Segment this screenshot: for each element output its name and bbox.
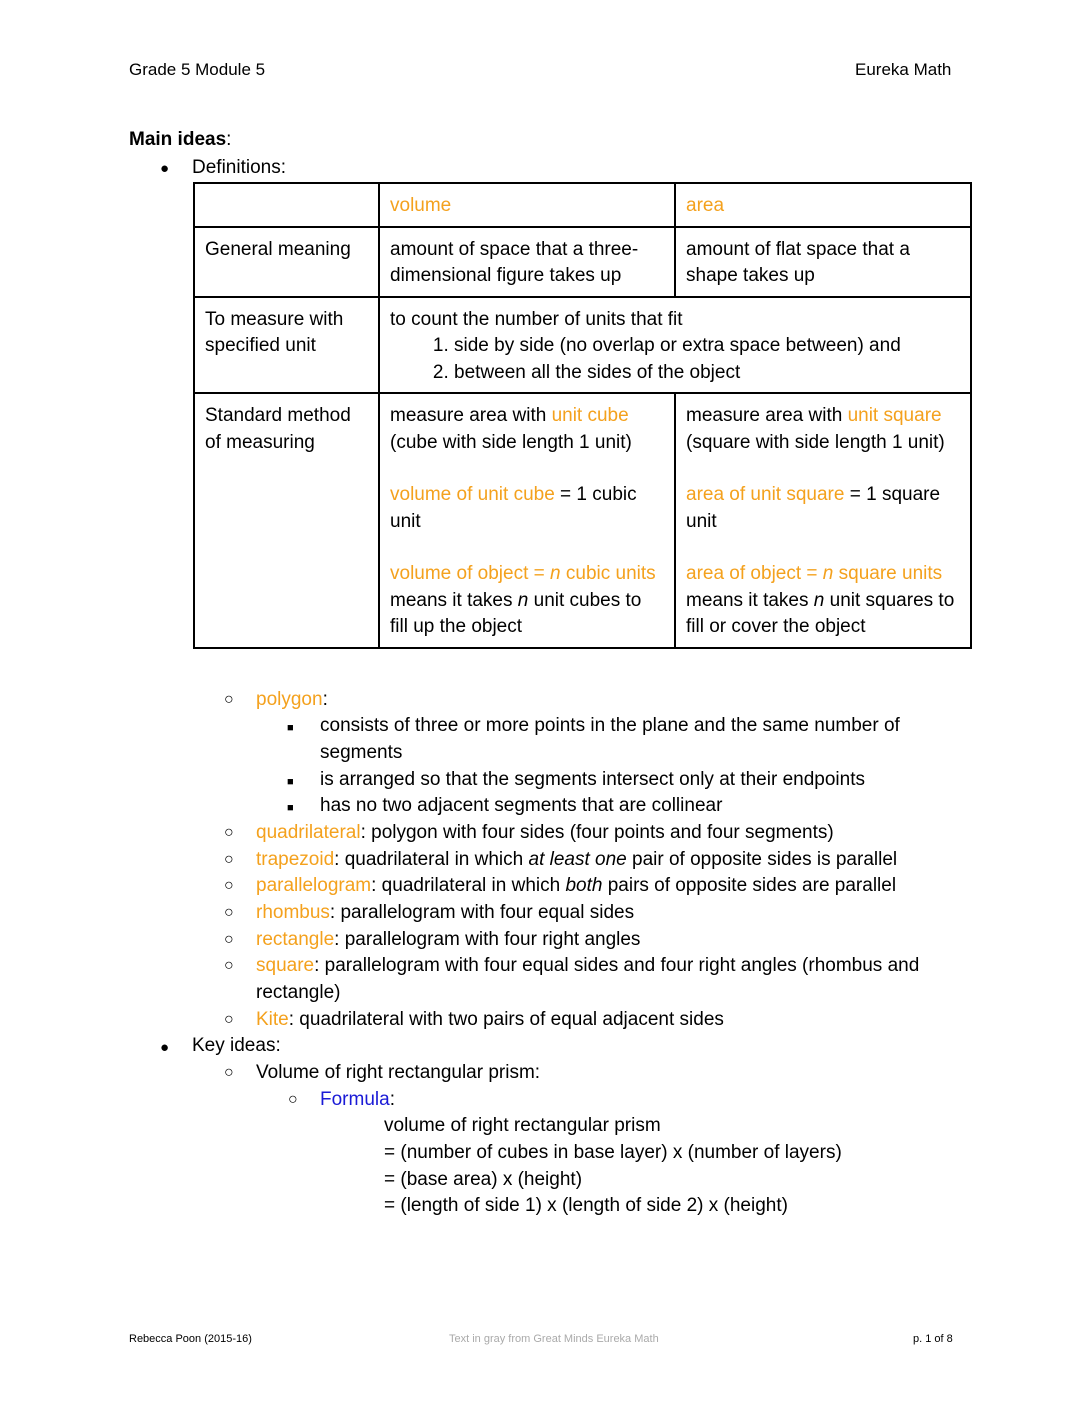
- square-bullet-icon: ■: [287, 722, 294, 734]
- circle-bullet-icon: ○: [224, 824, 234, 841]
- area-unit-square-paragraph: measure area with unit square (square with side length 1 unit): [686, 405, 945, 453]
- polygon-term: polygon:: [256, 689, 328, 710]
- circle-bullet-icon: ○: [224, 1011, 234, 1028]
- volume-unit-cube-paragraph: measure area with unit cube (cube with side length 1 unit): [390, 405, 632, 453]
- parallelogram-definition: parallelogram: quadrilateral in which both pairs of opposite sides are parallel: [256, 875, 897, 896]
- measure-unit-text: to count the number of units that fit: [390, 308, 683, 330]
- volume-of-object-paragraph: volume of object = n cubic units means it takes n unit cubes to fill up the object: [390, 563, 656, 637]
- measure-unit-description: [379, 297, 971, 394]
- polygon-point-2: is arranged so that the segments intersect only at their endpoints: [320, 769, 865, 790]
- kite-definition: Kite: quadrilateral with two pairs of equal adjacent sides: [256, 1009, 724, 1030]
- table-row: [194, 393, 971, 648]
- table-header-empty: [194, 183, 379, 227]
- area-general-meaning: amount of flat space that a shape takes up: [675, 227, 971, 297]
- polygon-point-1-line-1: consists of three or more points in the plane and the same number of: [320, 715, 900, 736]
- row-label-general-meaning: General meaning: [194, 227, 379, 297]
- volume-general-meaning: amount of space that a three-dimensional figure takes up: [379, 227, 675, 297]
- formula-line-4: = (length of side 1) x (length of side 2) x (height): [384, 1195, 788, 1216]
- area-standard-method: [675, 393, 971, 648]
- square-bullet-icon: ■: [287, 802, 294, 814]
- list-item: 1. side by side (no overlap or extra space between) and: [454, 333, 960, 360]
- footer-author: Rebecca Poon (2015-16): [129, 1333, 252, 1345]
- area-of-object-paragraph: area of object = n square units means it takes n unit squares to fill or cover the object: [686, 563, 955, 637]
- polygon-point-1-line-2: segments: [320, 742, 403, 763]
- circle-bullet-icon: ○: [224, 904, 234, 921]
- header-module-title: Grade 5 Module 5: [129, 60, 266, 79]
- volume-standard-method: [379, 393, 675, 648]
- circle-bullet-icon: ○: [224, 691, 234, 708]
- rectangle-definition: rectangle: parallelogram with four right angles: [256, 929, 641, 950]
- definitions-label: Definitions:: [192, 157, 286, 178]
- table-row: [194, 183, 971, 227]
- row-label-standard-method: Standard method of measuring: [194, 393, 379, 648]
- quadrilateral-definition: quadrilateral: polygon with four sides (four points and four segments): [256, 822, 834, 843]
- formula-line-2: = (number of cubes in base layer) x (number of layers): [384, 1142, 842, 1163]
- square-bullet-icon: ■: [287, 776, 294, 788]
- header-curriculum-name: Eureka Math: [855, 60, 952, 79]
- measure-steps-list: [390, 333, 960, 386]
- square-definition-line-2: rectangle): [256, 982, 341, 1003]
- circle-bullet-icon: ○: [288, 1091, 298, 1108]
- footer-page-number: p. 1 of 8: [913, 1333, 953, 1345]
- bullet-icon: ●: [160, 160, 170, 177]
- table-row: [194, 297, 971, 394]
- definitions-table: [193, 182, 972, 649]
- circle-bullet-icon: ○: [224, 851, 234, 868]
- row-label-measure-unit: To measure with specified unit: [194, 297, 379, 394]
- table-row: [194, 227, 971, 297]
- square-definition-line-1: square: parallelogram with four equal sides and four right angles (rhombus and: [256, 955, 920, 976]
- polygon-point-3: has no two adjacent segments that are collinear: [320, 795, 723, 816]
- volume-unit-cube-equation: volume of unit cube = 1 cubic unit: [390, 484, 637, 532]
- bullet-icon: ●: [160, 1039, 170, 1056]
- key-ideas-label: Key ideas:: [192, 1035, 281, 1056]
- footer-source-note: Text in gray from Great Minds Eureka Math: [449, 1333, 659, 1345]
- circle-bullet-icon: ○: [224, 931, 234, 948]
- list-item: 2. between all the sides of the object: [454, 360, 960, 387]
- circle-bullet-icon: ○: [224, 957, 234, 974]
- area-unit-square-equation: area of unit square = 1 square unit: [686, 484, 941, 532]
- trapezoid-definition: trapezoid: quadrilateral in which at least one pair of opposite sides is parallel: [256, 849, 898, 870]
- formula-line-1: volume of right rectangular prism: [384, 1115, 661, 1136]
- circle-bullet-icon: ○: [224, 877, 234, 894]
- volume-prism-heading: Volume of right rectangular prism:: [256, 1062, 541, 1083]
- formula-label: Formula:: [320, 1089, 395, 1110]
- table-header-volume: volume: [379, 183, 675, 227]
- circle-bullet-icon: ○: [224, 1064, 234, 1081]
- formula-line-3: = (base area) x (height): [384, 1169, 583, 1190]
- main-ideas-heading: Main ideas:: [129, 129, 232, 150]
- rhombus-definition: rhombus: parallelogram with four equal sides: [256, 902, 635, 923]
- table-header-area: area: [675, 183, 971, 227]
